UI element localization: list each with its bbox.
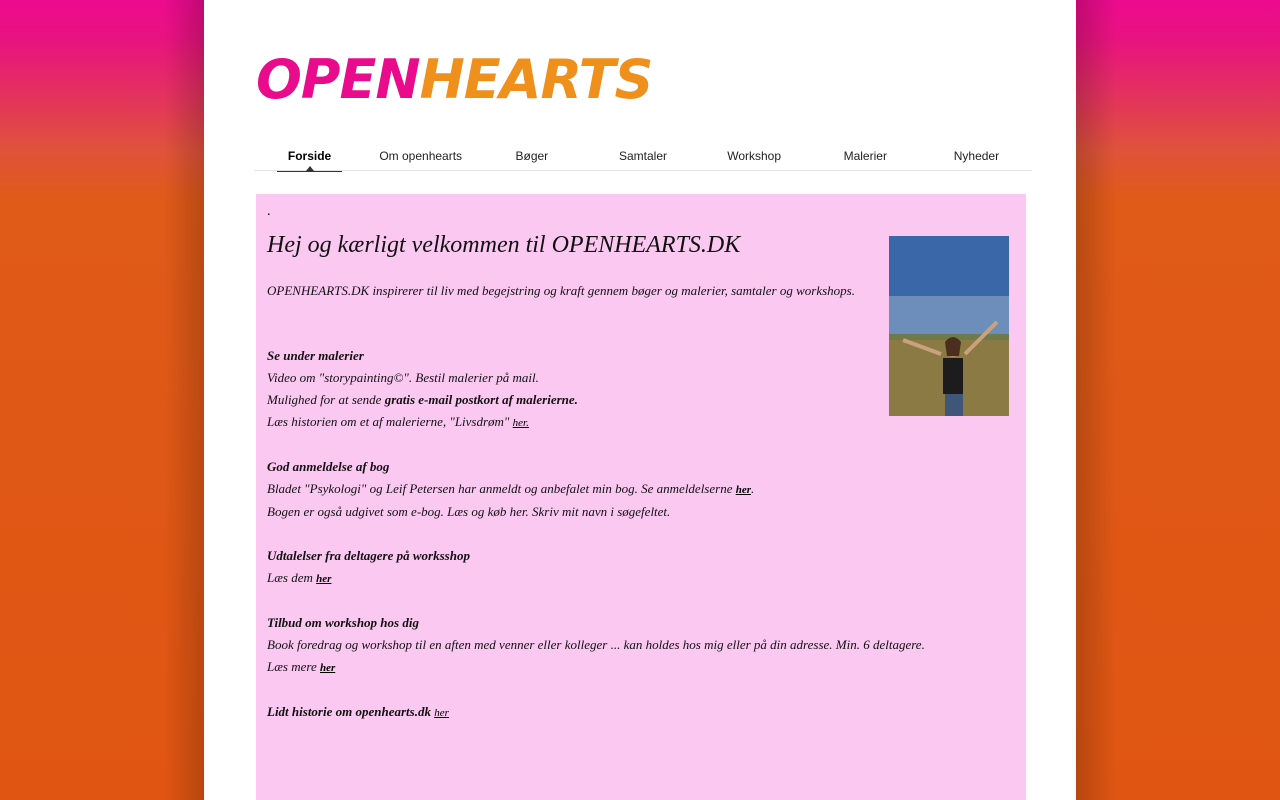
nav-item-om-openhearts[interactable]: [365, 140, 476, 170]
nav-label: Workshop: [727, 149, 782, 163]
logo-part-hearts: HEARTS: [419, 48, 653, 111]
nav-label: Samtaler: [618, 149, 667, 163]
nav-item-forside[interactable]: [254, 140, 365, 170]
content-panel: [256, 194, 1026, 800]
dot-text: .: [267, 204, 271, 219]
logo-part-open: OPEN: [256, 48, 420, 111]
active-caret-icon: [306, 166, 314, 171]
intro-text: OPENHEARTS.DK inspirerer til liv med begejstring og kraft gennem bøger og malerier, samtaler og workshops.: [267, 283, 855, 298]
nav-item-samtaler[interactable]: [587, 140, 698, 170]
tilbud-line-1: Book foredrag og workshop til en aften med venner eller kolleger ... kan holdes hos mig eller på din adresse. Min. 6 deltagere.: [267, 637, 925, 652]
section-title-malerier: Se under malerier: [267, 348, 364, 363]
malerier-line-2: Mulighed for at sende: [267, 392, 385, 407]
anmeldelse-line-1: Bladet "Psykologi" og Leif Petersen har anmeldt og anbefalet min bog. Se anmeldelserne: [267, 481, 736, 496]
nav-label: Forside: [287, 149, 332, 163]
page-container: [204, 0, 1076, 800]
anmeldelse-line-2: Bogen er også udgivet som e-bog. Læs og køb her. Skriv mit navn i søgefeltet.: [267, 504, 671, 519]
tilbud-link[interactable]: her: [319, 662, 336, 674]
nav-label: Malerier: [843, 149, 887, 163]
nav-item-malerier[interactable]: [810, 140, 921, 170]
nav-label: Om openhearts: [379, 149, 463, 163]
malerier-line-3: Læs historien om et af malerierne, "Livsdrøm": [267, 414, 513, 429]
left-shadow: [164, 0, 204, 800]
main-body-text: [267, 345, 1007, 724]
tilbud-line-2: Læs mere: [267, 659, 320, 674]
udtalelser-link[interactable]: her: [316, 573, 332, 585]
historie-link[interactable]: her: [434, 707, 449, 719]
malerier-line-1: Video om "storypainting©". Bestil malerier på mail.: [267, 370, 539, 385]
page-title: Hej og kærligt velkommen til OPENHEARTS.DK: [267, 232, 741, 258]
udtalelser-line-1: Læs dem: [267, 570, 317, 585]
active-underline: [277, 171, 342, 172]
malerier-postcard-text: gratis e-mail postkort af malerierne.: [384, 392, 578, 407]
nav-label: Bøger: [515, 149, 549, 163]
nav-label: Nyheder: [953, 149, 1000, 163]
section-title-historie: Lidt historie om openhearts.dk: [267, 704, 431, 719]
livsdrom-link[interactable]: her.: [512, 417, 529, 429]
anmeldelse-line-1-end: .: [751, 481, 755, 496]
section-title-udtalelser: Udtalelser fra deltagere på worksshop: [267, 548, 470, 563]
section-title-anmeldelse: God anmeldelse af bog: [267, 459, 390, 474]
anmeldelser-link[interactable]: her: [735, 484, 751, 496]
nav-item-workshop[interactable]: [699, 140, 810, 170]
section-title-tilbud: Tilbud om workshop hos dig: [267, 615, 419, 630]
main-nav: [254, 140, 1032, 171]
right-shadow: [1076, 0, 1116, 800]
nav-item-nyheder[interactable]: [921, 140, 1032, 170]
nav-item-boger[interactable]: [476, 140, 587, 170]
site-logo[interactable]: [256, 50, 652, 110]
